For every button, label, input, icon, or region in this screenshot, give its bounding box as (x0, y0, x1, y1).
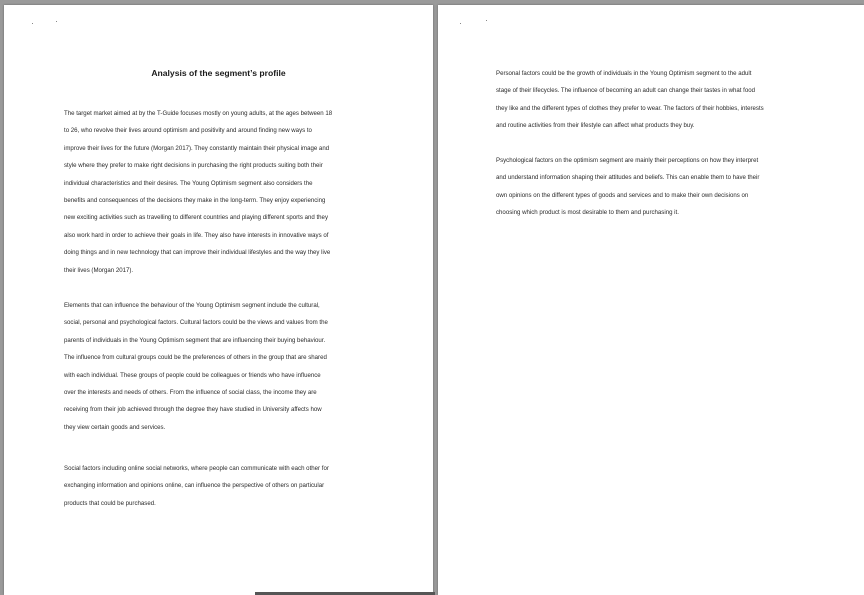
text-line: exchanging information and opinions online, can influence the perspective of others on particular (64, 482, 325, 490)
paragraph (496, 152, 759, 222)
text-line: they view certain goods and services. (64, 423, 166, 431)
text-line: and understand information shaping their attitudes and beliefs. This can enable them to have their (496, 174, 760, 182)
document-page-right (438, 5, 864, 595)
paragraph (64, 460, 329, 512)
text-line: receiving from their job achieved through the degree they have studied in University affects how (64, 406, 322, 414)
text-line: over the interests and needs of others. From the influence of social class, the income they are (64, 388, 317, 396)
text-line: own opinions on the different types of goods and services and to make their own decisions on (496, 191, 749, 199)
text-line: and routine activities from their lifestyle can affect what products they buy. (496, 122, 695, 130)
text-line: Personal factors could be the growth of individuals in the Young Optimism segment to the adult (496, 70, 752, 77)
scan-mark (32, 23, 33, 24)
text-line: improve their lives for the future (Morgan 2017). They constantly maintain their physical image and (64, 144, 330, 152)
text-line: parents of individuals in the Young Optimism segment that are influencing their buying behaviour. (64, 336, 326, 344)
text-line: products that could be purchased. (64, 499, 156, 507)
text-line: new exciting activities such as travelling to different countries and playing different sports and they (64, 214, 328, 222)
text-line: also work hard in order to achieve their goals in life. They also have interests in innovative ways of (64, 231, 329, 239)
text-line: benefits and consequences of the decisions they make in the long-term. They enjoy experiencing (64, 196, 326, 204)
text-line: their lives (Morgan 2017). (64, 266, 134, 274)
text-line: to 26, who revolve their lives around optimism and positivity and around finding new ways to (64, 127, 312, 135)
scan-mark (460, 23, 461, 24)
text-line: choosing which product is most desirable to them and purchasing it. (496, 209, 679, 217)
text-line: style where they prefer to make right decisions in purchasing the right products suiting both their (64, 162, 323, 170)
text-line: stage of their lifecycles. The influence of becoming an adult can change their tastes in what food (496, 87, 756, 95)
text-line: Psychological factors on the optimism segment are mainly their perceptions on how they interpret (496, 157, 759, 164)
scan-mark (486, 20, 487, 21)
text-line: doing things and in new technology that can improve their individual lifestyles and the way they live (64, 249, 331, 257)
text-line: Elements that can influence the behaviour of the Young Optimism segment include the cultural, (64, 302, 320, 309)
text-line: individual characteristics and their desires. The Young Optimism segment also considers the (64, 179, 313, 187)
text-line: The influence from cultural groups could be the preferences of others in the group that are shared (64, 354, 327, 362)
text-line: with each individual. These groups of people could be colleagues or friends who have influence (64, 371, 321, 379)
text-line: The target market aimed at by the T-Guide focuses mostly on young adults, at the ages between 18 (64, 110, 333, 117)
text-line: social, personal and psychological factors. Cultural factors could be the views and values from the (64, 319, 328, 327)
text-line: Social factors including online social networks, where people can communicate with each other for (64, 465, 329, 472)
paragraph (64, 105, 332, 279)
text-line: they like and the different types of clothes they prefer to wear. The factors of their hobbies, interests (496, 104, 764, 112)
document-page-left (4, 5, 433, 595)
paragraph (496, 65, 764, 135)
scan-mark (56, 21, 57, 22)
paragraph (64, 297, 328, 436)
document-title: Analysis of the segment’s profile (151, 68, 286, 78)
